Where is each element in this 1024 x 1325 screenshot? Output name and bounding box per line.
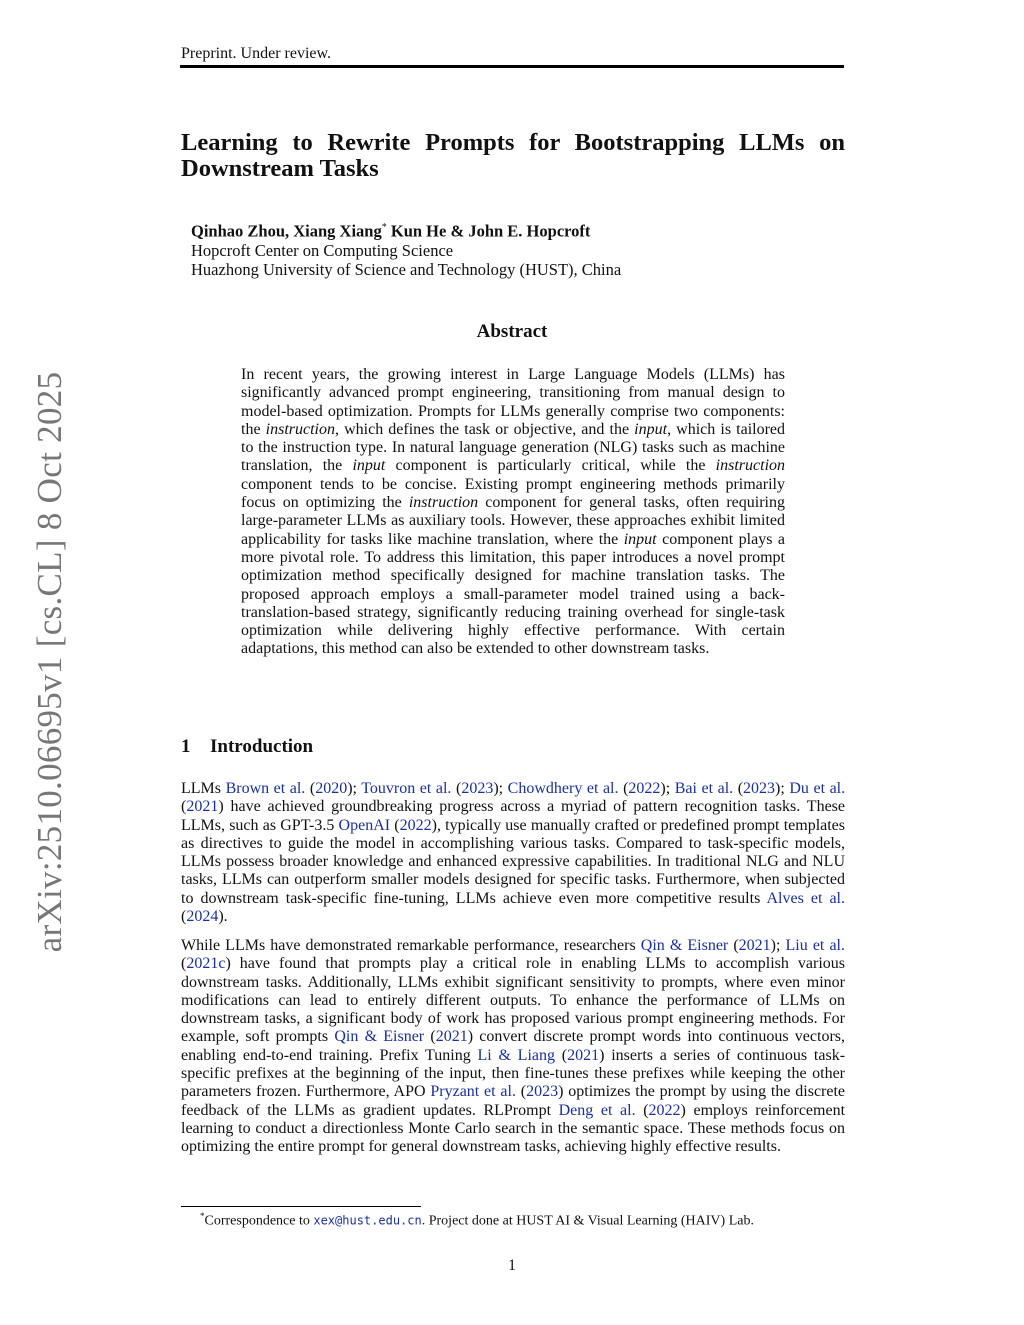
text-run: ); bbox=[347, 780, 362, 797]
paper-title: Learning to Rewrite Prompts for Bootstrapping LLMs on Downstream Tasks bbox=[181, 129, 845, 182]
arxiv-stamp: arXiv:2510.06695v1 [cs.CL] 8 Oct 2025 bbox=[30, 371, 69, 953]
abstract-run: component tends to be concise. Existing prompt engineering methods primarily focus on optimizing the bbox=[241, 475, 785, 512]
text-run: ) employs reinforcement learning to conduct a directionless Monte Carlo search in the semantic space. These methods focus on optimizing the entire prompt for general downstream tasks, achieving highly effective results. bbox=[181, 1101, 846, 1156]
citation-link[interactable]: 2021 bbox=[738, 937, 771, 954]
text-run: ( bbox=[181, 908, 187, 926]
citation-link[interactable]: Chowdhery et al. bbox=[507, 780, 619, 797]
section-heading bbox=[181, 736, 313, 758]
text-run: ( bbox=[728, 937, 739, 954]
abstract-heading: Abstract bbox=[476, 321, 548, 342]
author-block bbox=[191, 218, 621, 279]
abstract-emphasis: instruction bbox=[265, 420, 335, 438]
citation-link[interactable]: 2023 bbox=[526, 1083, 559, 1101]
text-run: ); bbox=[775, 780, 790, 797]
text-run: While LLMs have demonstrated remarkable performance, researchers bbox=[181, 937, 641, 954]
abstract-run: , which defines the task or objective, and the bbox=[335, 420, 635, 438]
text-run: ); bbox=[660, 780, 675, 797]
footnote-rule bbox=[181, 1206, 421, 1207]
abstract-run: In recent years, the growing interest in Large Language Models (LLMs) has significantly advanced prompt engineering, transitioning from manual design to model-based optimization. Prompts for LLMs generally comprise two components: the bbox=[241, 366, 785, 438]
citation-link[interactable]: Pryzant et al. bbox=[430, 1083, 516, 1101]
citation-link[interactable]: 2023 bbox=[743, 780, 776, 797]
text-run: ) optimizes the prompt by using the discrete feedback of the LLMs as gradient updates. RLPrompt bbox=[181, 1083, 846, 1119]
citation-link[interactable]: 2021 bbox=[186, 798, 219, 816]
abstract-run: component for general tasks, often requiring large-parameter LLMs as auxiliary tools. However, these approaches exhibit limited applicability for tasks like machine translation, where the bbox=[241, 494, 785, 548]
citation-link[interactable]: Deng et al. bbox=[558, 1101, 636, 1119]
citation-link[interactable]: 2020 bbox=[315, 780, 348, 797]
text-run: ). bbox=[218, 908, 228, 926]
citation-link[interactable]: 2021 bbox=[435, 1028, 468, 1046]
citation-link[interactable]: Qin & Eisner bbox=[640, 937, 729, 954]
header-rule bbox=[180, 65, 844, 68]
abstract-emphasis: input bbox=[352, 457, 386, 475]
abstract-emphasis: input bbox=[623, 530, 657, 548]
citation-link[interactable]: 2023 bbox=[461, 780, 494, 797]
affiliation-2: Huazhong University of Science and Technology (HUST), China bbox=[191, 259, 622, 279]
citation-link[interactable]: Liu et al. bbox=[785, 937, 845, 954]
text-run: ( bbox=[390, 816, 400, 834]
text-run: LLMs bbox=[181, 780, 226, 797]
text-run: ( bbox=[635, 1101, 649, 1119]
section-title: Introduction bbox=[210, 736, 314, 757]
abstract-text bbox=[241, 366, 785, 659]
section-number: 1 bbox=[181, 736, 191, 757]
running-header: Preprint. Under review. bbox=[181, 45, 332, 62]
email-link[interactable]: xex@hust.edu.cn bbox=[313, 1213, 422, 1228]
text-run: ( bbox=[305, 780, 316, 797]
author-names bbox=[191, 218, 621, 241]
page-number: 1 bbox=[508, 1257, 516, 1274]
citation-link[interactable]: Li & Liang bbox=[477, 1046, 556, 1064]
footnote-text: . Project done at HUST AI & Visual Learning (HAIV) Lab. bbox=[421, 1213, 754, 1229]
abstract-run: component plays a more pivotal role. To address this limitation, this paper introduces a novel prompt optimization method specifically designed for machine translation tasks. The proposed approach employs a small-parameter model trained using a back-translation-based strategy, significantly reducing training overhead for single-task optimization while delivering highly effective performance. With certain adaptations, this method can also be extended to other downstream tasks. bbox=[241, 530, 785, 658]
text-run: ( bbox=[424, 1028, 436, 1046]
abstract-emphasis: instruction bbox=[715, 457, 786, 475]
citation-link[interactable]: 2022 bbox=[628, 780, 661, 797]
text-run: ( bbox=[515, 1083, 527, 1101]
citation-link[interactable]: 2021c bbox=[186, 955, 226, 973]
text-run: ); bbox=[493, 780, 508, 797]
text-run: ) inserts a series of continuous task-specific prefixes at the beginning of the input, then fine-tunes these prefixes while keeping the other parameters frozen. Furthermore, APO bbox=[181, 1046, 846, 1101]
text-run: ( bbox=[181, 955, 187, 973]
author-names-1: Qinhao Zhou, Xiang Xiang bbox=[191, 221, 382, 241]
citation-link[interactable]: 2022 bbox=[648, 1101, 681, 1119]
text-run: ) have achieved groundbreaking progress across a myriad of pattern recognition tasks. These LLMs, such as GPT-3.5 bbox=[181, 798, 845, 834]
text-run: ( bbox=[618, 780, 629, 797]
author-names-2: Kun He & John E. Hopcroft bbox=[386, 221, 591, 241]
author-mark: * bbox=[381, 222, 387, 233]
abstract-emphasis: input bbox=[634, 420, 668, 438]
citation-link[interactable]: Alves et al. bbox=[766, 889, 845, 907]
citation-link[interactable]: Bai et al. bbox=[674, 780, 734, 797]
citation-link[interactable]: Du et al. bbox=[789, 780, 846, 797]
citation-link[interactable]: Qin & Eisner bbox=[334, 1028, 425, 1046]
footnote-mark: * bbox=[200, 1211, 205, 1221]
paragraph-2 bbox=[181, 937, 845, 1157]
affiliation-1: Hopcroft Center on Computing Science bbox=[191, 240, 454, 260]
text-run: ) have found that prompts play a critical role in enabling LLMs to accomplish various downstream tasks. Additionally, LLMs exhibit significant sensitivity to prompts, where even minor modifications can lead to entirely different outputs. To enhance the performance of LLMs on downstream tasks, a significant body of work has proposed various prompt engineering methods. For example, soft prompts bbox=[181, 955, 845, 1046]
citation-link[interactable]: 2024 bbox=[186, 908, 219, 926]
citation-link[interactable]: 2022 bbox=[399, 816, 432, 834]
citation-link[interactable]: Touvron et al. bbox=[361, 780, 452, 797]
text-run: ( bbox=[733, 780, 744, 797]
text-run: ); bbox=[770, 937, 786, 954]
citation-link[interactable]: 2021 bbox=[567, 1046, 600, 1064]
abstract-emphasis: instruction bbox=[408, 494, 479, 512]
text-run: ( bbox=[181, 798, 187, 816]
paragraph-1 bbox=[181, 780, 845, 926]
text-run: ) convert discrete prompt words into continuous vectors, enabling end-to-end training. Prefix Tuning bbox=[181, 1028, 846, 1064]
text-run: ( bbox=[555, 1046, 568, 1064]
footnote bbox=[200, 1208, 754, 1230]
citation-link[interactable]: OpenAI bbox=[338, 816, 391, 834]
footnote-text: Correspondence to bbox=[204, 1213, 314, 1229]
citation-link[interactable]: Brown et al. bbox=[225, 780, 306, 797]
text-run: ( bbox=[451, 780, 462, 797]
text-run: ), typically use manually crafted or predefined prompt templates as directives to guide the model in accomplishing various tasks. Compared to task-specific models, LLMs possess broader knowledge and enhanced expressive capabilities. In traditional NLG and NLU tasks, LLMs can outperform smaller models designed for specific tasks. Furthermore, when subjected to downstream task-specific fine-tuning, LLMs achieve even more competitive results bbox=[181, 816, 846, 907]
abstract-run: , which is tailored to the instruction type. In natural language generation (NLG) tasks such as machine translation, the bbox=[241, 420, 786, 475]
abstract-run: component is particularly critical, while the bbox=[385, 457, 716, 475]
